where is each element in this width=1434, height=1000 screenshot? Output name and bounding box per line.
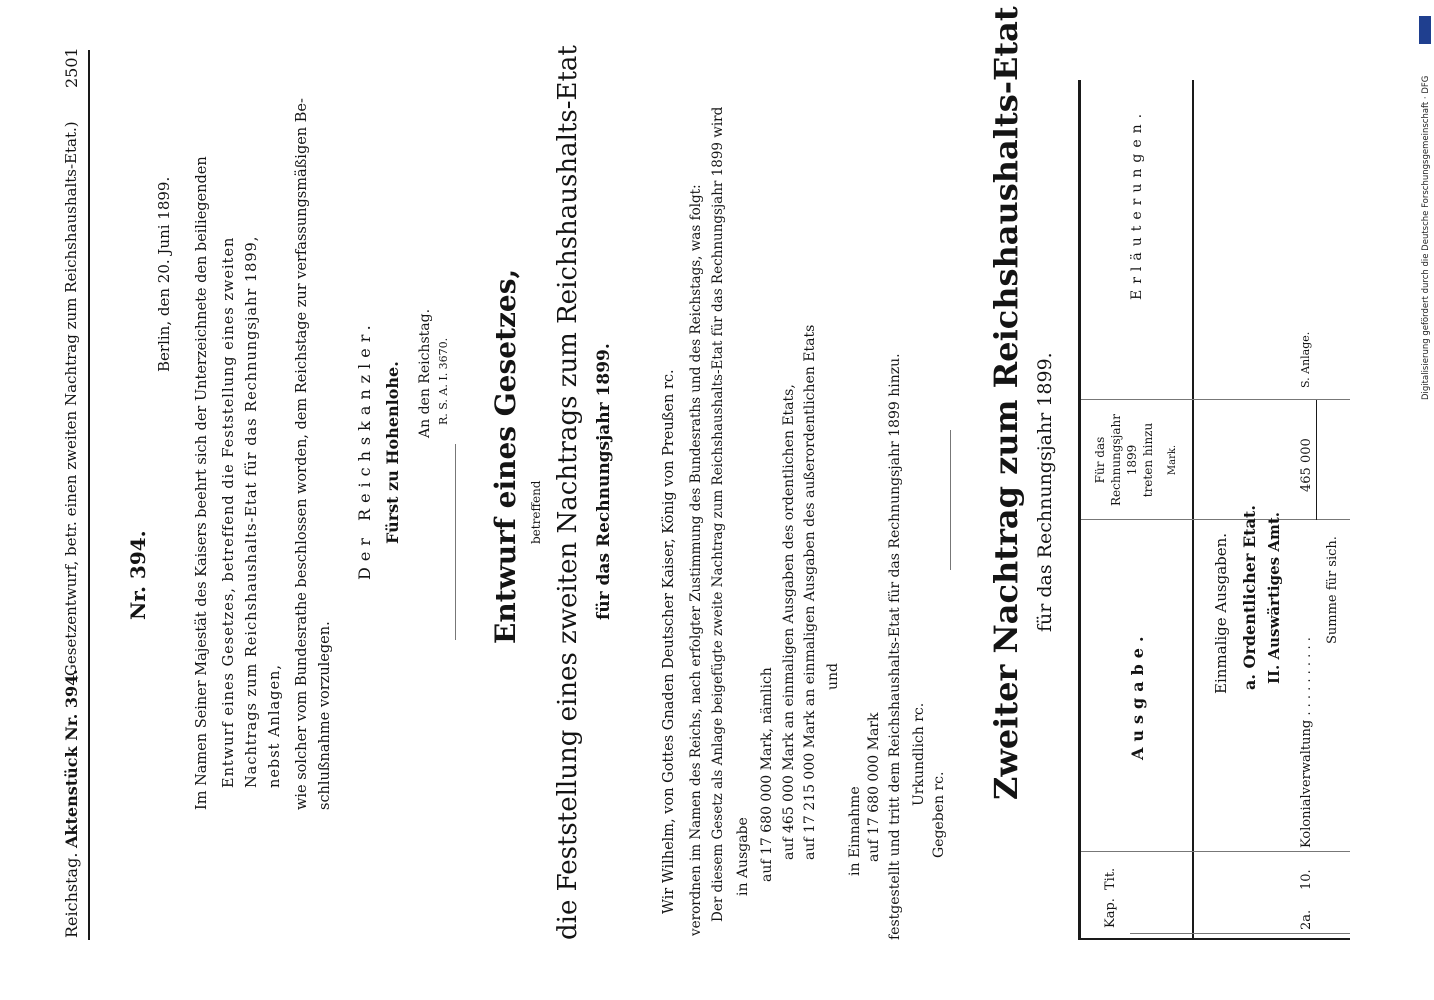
scan-note [1418, 8, 1432, 993]
bill-text: auf 17 680 000 Mark, nämlich [759, 667, 775, 882]
table-cell-kap: 2a. [1299, 909, 1314, 930]
bill-concerning: betreffend [529, 480, 543, 544]
bill-text: auf 17 680 000 Mark [866, 712, 882, 862]
reference-number: R. S. A. I. 3670. [437, 337, 450, 425]
table-section-heading: a. Ordentlicher Etat. [1240, 505, 1259, 690]
column-header-amount: 1899 [1125, 444, 1139, 476]
table-rule [1081, 399, 1350, 400]
letter-text: schlußnahme vorzulegen. [317, 621, 333, 810]
bill-title: Entwurf eines Gesetzes, [489, 268, 522, 644]
column-header-notes: Erläuterungen. [1129, 107, 1145, 300]
letter-text: wie solcher vom Bundesrathe beschlossen worden, dem Reichstage zur verfassungsmäßigen Be- [294, 98, 310, 810]
bill-text: Urkundlich rc. [911, 702, 927, 806]
bill-text: Der diesem Gesetz als Anlage beigefügte zweite Nachtrag zum Reichshaushalts-Etat für das Rechnungsjahr 1899 wird [710, 106, 726, 922]
column-header-unit: Mark. [1167, 444, 1178, 476]
header-chamber: Reichstag. [62, 852, 81, 938]
letter-text: Entwurf eines Gesetzes, betreffend die Feststellung eines zweiten [221, 236, 237, 788]
table-section-heading: II. Auswärtiges Amt. [1265, 512, 1283, 684]
letter-text: Nachtrags zum Reichshaushalts-Etat für das Rechnungsjahr 1899, [244, 235, 260, 788]
column-header-tit: Tit. [1103, 867, 1118, 890]
column-header-kap: Kap. [1103, 898, 1118, 928]
signature-title: Der Reichskanzler. [355, 319, 374, 580]
annex-title: Zweiter Nachtrag zum Reichshaushalts-Etat [987, 6, 1025, 800]
table-rule [1078, 938, 1350, 940]
sum-rule [1316, 400, 1317, 520]
page-number: 2501 [62, 47, 81, 88]
bill-text: auf 465 000 Mark an einmaligen Ausgaben des ordentlichen Etats, [781, 384, 797, 860]
divider [455, 444, 456, 640]
scan-note-text: Digitalisierung gefördert durch die Deutsche Forschungsgemeinschaft · DFG [1421, 75, 1431, 400]
bill-text: in Einnahme [847, 786, 863, 876]
table-cell-amount: 465 000 [1299, 438, 1314, 492]
dfg-logo [1419, 16, 1431, 44]
header-rule [88, 50, 90, 940]
bill-text: festgestellt und tritt dem Reichshaushalts-Etat für das Rechnungsjahr 1899 hinzu. [887, 353, 903, 940]
table-rule [1081, 851, 1350, 852]
letter-text: nebst Anlagen, [267, 664, 283, 788]
table-header-rule [1192, 80, 1194, 940]
table-cell-label: Kolonialverwaltung . . . . . . . . . . [1299, 637, 1314, 848]
bill-year: für das Rechnungsjahr 1899. [594, 343, 614, 620]
table-sum-label: Summe für sich. [1325, 536, 1340, 644]
bill-preamble: verordnen im Namen des Reichs, nach erfolgter Zustimmung des Bundesraths und des Reichstags, was folgt: [688, 184, 704, 936]
annex-subtitle: für das Rechnungsjahr 1899. [1034, 352, 1056, 632]
place-date: Berlin, den 20. Juni 1899. [155, 176, 173, 372]
column-header-amount: treten hinzu [1141, 422, 1155, 498]
bill-text: und [825, 663, 841, 690]
column-header-ausgabe: Ausgabe. [1128, 630, 1147, 760]
bill-text: in Ausgabe [735, 817, 751, 896]
bill-preamble: Wir Wilhelm, von Gottes Gnaden Deutscher Kaiser, König von Preußen rc. [661, 369, 677, 914]
table-rule [1081, 519, 1350, 520]
column-header-amount: Für das [1093, 436, 1107, 484]
table-rule [1130, 933, 1350, 934]
bill-text: Gegeben rc. [931, 771, 947, 858]
table-cell-tit: 10. [1299, 869, 1314, 890]
document-title: Nr. 394. [126, 530, 150, 620]
column-header-amount: Rechnungsjahr [1109, 414, 1123, 506]
letter-text: Im Namen Seiner Majestät des Kaisers beehrt sich der Unterzeichnete den beiliegenden [194, 156, 210, 810]
signature-name: Fürst zu Hohenlohe. [383, 361, 402, 544]
scan-note-graphic [1418, 8, 1432, 993]
table-section-heading: Einmalige Ausgaben. [1212, 532, 1230, 694]
addressee: An den Reichstag. [417, 308, 433, 438]
divider [950, 430, 951, 570]
header-subject: (Gesetzentwurf, betr. einen zweiten Nachtrag zum Reichshaushalts-Etat.) [62, 121, 80, 682]
table-cell-note: S. Anlage. [1299, 331, 1312, 388]
bill-text: auf 17 215 000 Mark an einmaligen Ausgaben des außerordentlichen Etats [802, 324, 818, 860]
bill-subject: die Feststellung eines zweiten Nachtrags zum Reichshaushalts-Etat [553, 45, 583, 940]
table-top-rule [1078, 80, 1081, 940]
header-document-number: Aktenstück Nr. 394. [62, 669, 81, 848]
